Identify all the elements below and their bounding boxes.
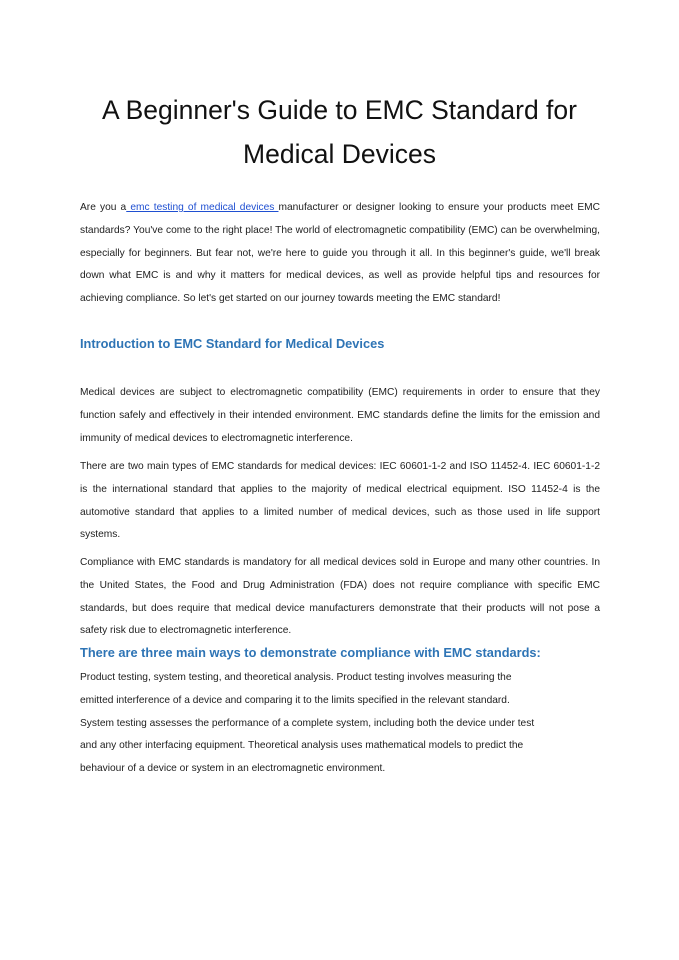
title-line-2: Medical Devices (243, 139, 436, 169)
text-line: behaviour of a device or system in an electromagnetic environment. (80, 763, 386, 775)
paragraph-compliance: Compliance with EMC standards is mandatory for all medical devices sold in Europe and many other countries. In the United States, the Food and Drug Administration (FDA) does not require compliance with specific EMC standards, but does require that medical device manufacturers demonstrate that their products will not pose a safety risk due to electromagnetic interference. (80, 557, 600, 637)
paragraph-compliance-methods (80, 667, 600, 781)
section-heading-compliance-ways: There are three main ways to demonstrate compliance with EMC standards: (80, 645, 541, 660)
section-heading-introduction: Introduction to EMC Standard for Medical Devices (80, 336, 385, 351)
title-line-1: A Beginner's Guide to EMC Standard for (102, 95, 577, 125)
text-line: Product testing, system testing, and theoretical analysis. Product testing involves measuring the (80, 672, 512, 683)
emc-testing-link[interactable]: emc testing of medical devices (126, 202, 279, 213)
document-title (60, 88, 619, 176)
intro-paragraph (80, 197, 600, 311)
paragraph-standard-types: There are two main types of EMC standards for medical devices: IEC 60601-1-2 and ISO 11452-4. IEC 60601-1-2 is the international standard that applies to the majority of medical electrical equipment. ISO 11452-4 is the automotive standard that applies to a limited number of medical devices, such as those used in life support systems. (80, 461, 600, 541)
text-line: System testing assesses the performance of a complete system, including both the device under test (80, 717, 535, 729)
paragraph-emc-requirements: Medical devices are subject to electromagnetic compatibility (EMC) requirements in order to ensure that they function safely and effectively in their intended environment. EMC standards define the limits for the emission and immunity of medical devices to electromagnetic interference. (80, 387, 600, 444)
text-line: emitted interference of a device and comparing it to the limits specified in the relevant standard. (80, 694, 510, 706)
intro-text-before-link: Are you a (80, 202, 127, 213)
text-line: and any other interfacing equipment. Theoretical analysis uses mathematical models to predict the (80, 740, 524, 752)
intro-text-after-link: manufacturer or designer looking to ensure your products meet EMC standards? You've come to the right place! The world of electromagnetic compatibility (EMC) can be overwhelming, especially for beginners. But fear not, we're here to guide you through it all. In this beginner's guide, we'll break down what EMC is and why it matters for medical devices, as well as provide helpful tips and resources for achieving compliance. So let's get started on our journey towards meeting the EMC standard! (80, 202, 601, 305)
